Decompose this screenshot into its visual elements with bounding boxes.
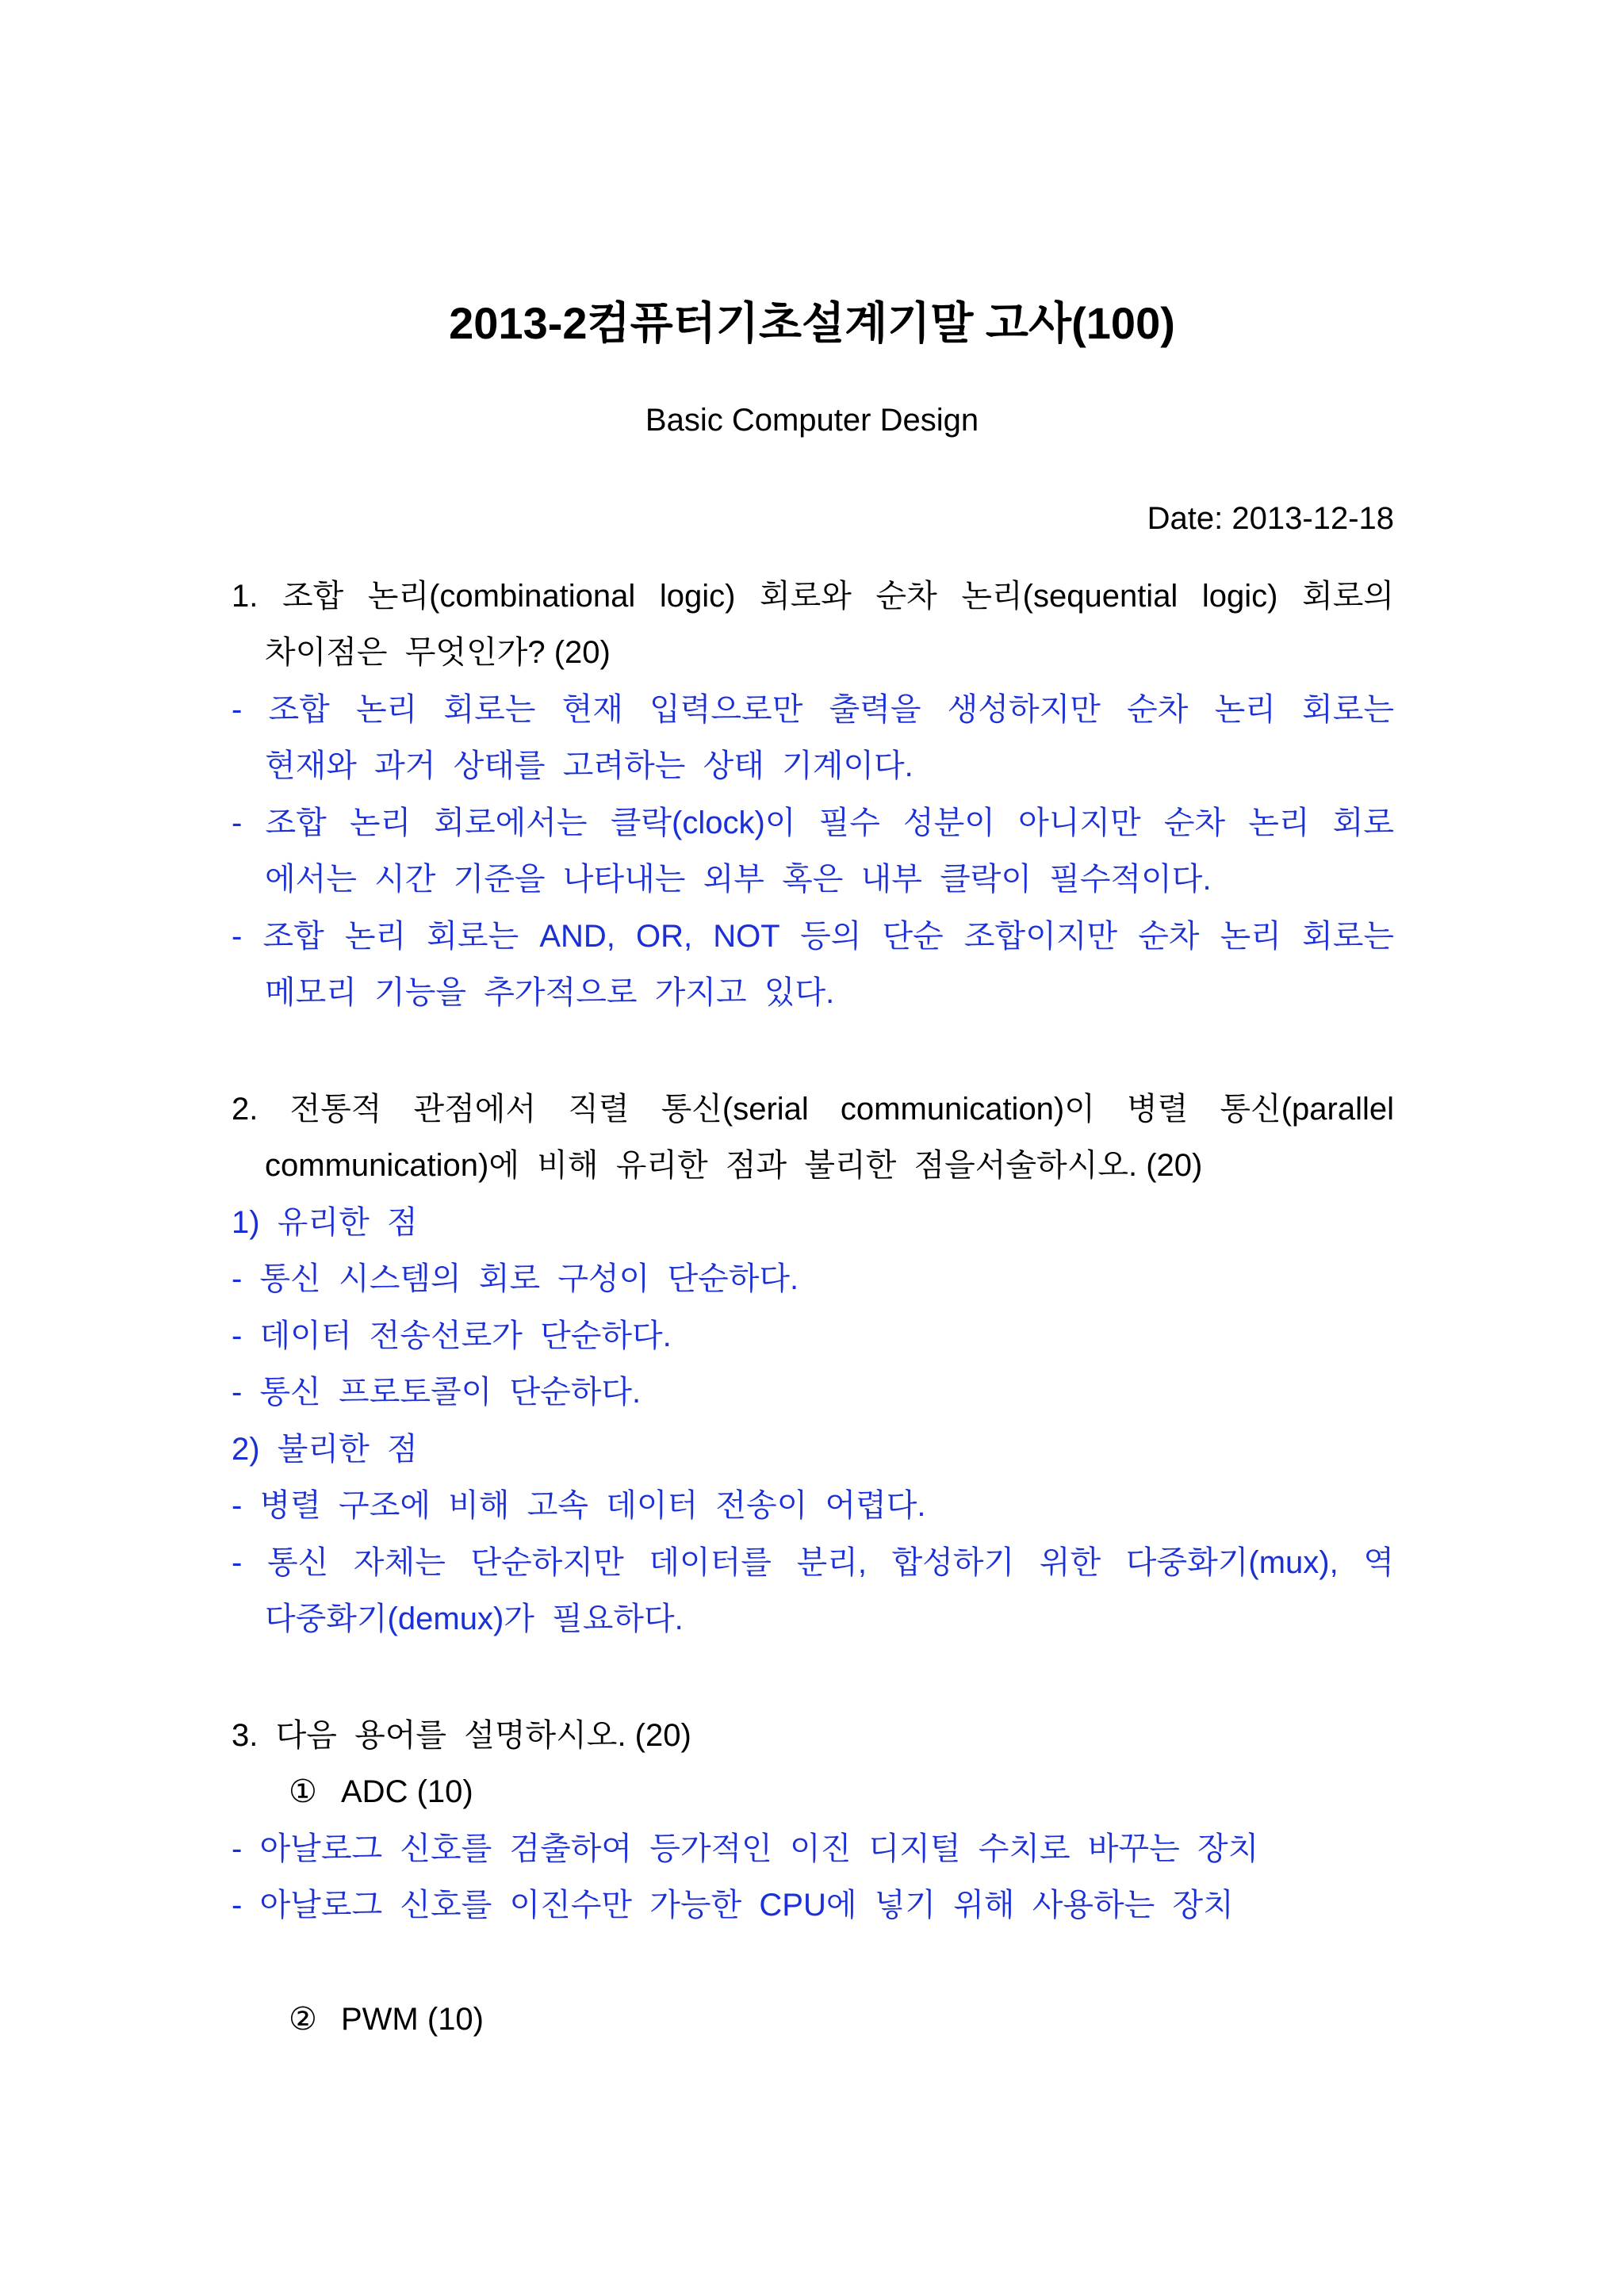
q3-item2-label: PWM (10) bbox=[341, 2002, 484, 2037]
q1-answer1-line2: 현재와 과거 상태를 고려하는 상태 기계이다. bbox=[265, 748, 914, 783]
q1-question-line2: 차이점은 무엇인가? (20) bbox=[265, 635, 611, 670]
q1-answer3-line1: - 조합 논리 회로는 AND, OR, NOT 등의 단순 조합이지만 순차 논리 회로는 bbox=[232, 919, 1394, 954]
q2-disadvantage-2-line2: 다중화기(demux)가 필요하다. bbox=[265, 1601, 684, 1636]
q2-advantage-1: - 통신 시스템의 회로 구성이 단순하다. bbox=[232, 1261, 799, 1296]
q2-question-line2: communication)에 비해 유리한 점과 불리한 점을서술하시오. (20) bbox=[265, 1148, 1203, 1183]
q1-question-line1: 1. 조합 논리(combinational logic) 회로와 순차 논리(sequential logic) 회로의 bbox=[232, 579, 1394, 614]
q2-advantage-3: - 통신 프로토콜이 단순하다. bbox=[232, 1375, 642, 1410]
q3-item2-marker: ② bbox=[289, 2002, 317, 2037]
q1-answer2-line1: - 조합 논리 회로에서는 클락(clock)이 필수 성분이 아니지만 순차 논리 회로 bbox=[232, 806, 1394, 840]
q1-answer2-line2: 에서는 시간 기준을 나타내는 외부 혹은 내부 클락이 필수적이다. bbox=[265, 862, 1212, 897]
q2-disadvantage-1: - 병렬 구조에 비해 고속 데이터 전송이 어렵다. bbox=[232, 1488, 926, 1523]
q1-answer3-line2: 메모리 기능을 추가적으로 가지고 있다. bbox=[265, 975, 835, 1010]
q2-disadvantage-2-line1: - 통신 자체는 단순하지만 데이터를 분리, 합성하기 위한 다중화기(mux), 역 bbox=[232, 1545, 1394, 1580]
q1-answer1-line1: - 조합 논리 회로는 현재 입력으로만 출력을 생성하지만 순차 논리 회로는 bbox=[232, 692, 1394, 727]
q3-item1-answer1: - 아날로그 신호를 검출하여 등가적인 이진 디지털 수치로 바꾸는 장치 bbox=[232, 1831, 1259, 1866]
q3-item1-label: ADC (10) bbox=[341, 1774, 473, 1809]
q3-question: 3. 다음 용어를 설명하시오. (20) bbox=[232, 1718, 691, 1753]
exam-subtitle: Basic Computer Design bbox=[645, 403, 979, 438]
exam-date: Date: 2013-12-18 bbox=[1147, 501, 1394, 536]
q2-advantages-heading: 1) 유리한 점 bbox=[232, 1205, 418, 1240]
q3-item1-marker: ① bbox=[289, 1774, 317, 1809]
q2-disadvantages-heading: 2) 불리한 점 bbox=[232, 1432, 418, 1467]
q3-item1-answer2: - 아날로그 신호를 이진수만 가능한 CPU에 넣기 위해 사용하는 장치 bbox=[232, 1888, 1234, 1923]
exam-title: 2013-2컴퓨터기초설계기말 고사(100) bbox=[449, 298, 1175, 348]
q2-advantage-2: - 데이터 전송선로가 단순하다. bbox=[232, 1318, 672, 1353]
q2-question-line1: 2. 전통적 관점에서 직렬 통신(serial communication)이 병렬 통신(parallel bbox=[232, 1092, 1394, 1127]
